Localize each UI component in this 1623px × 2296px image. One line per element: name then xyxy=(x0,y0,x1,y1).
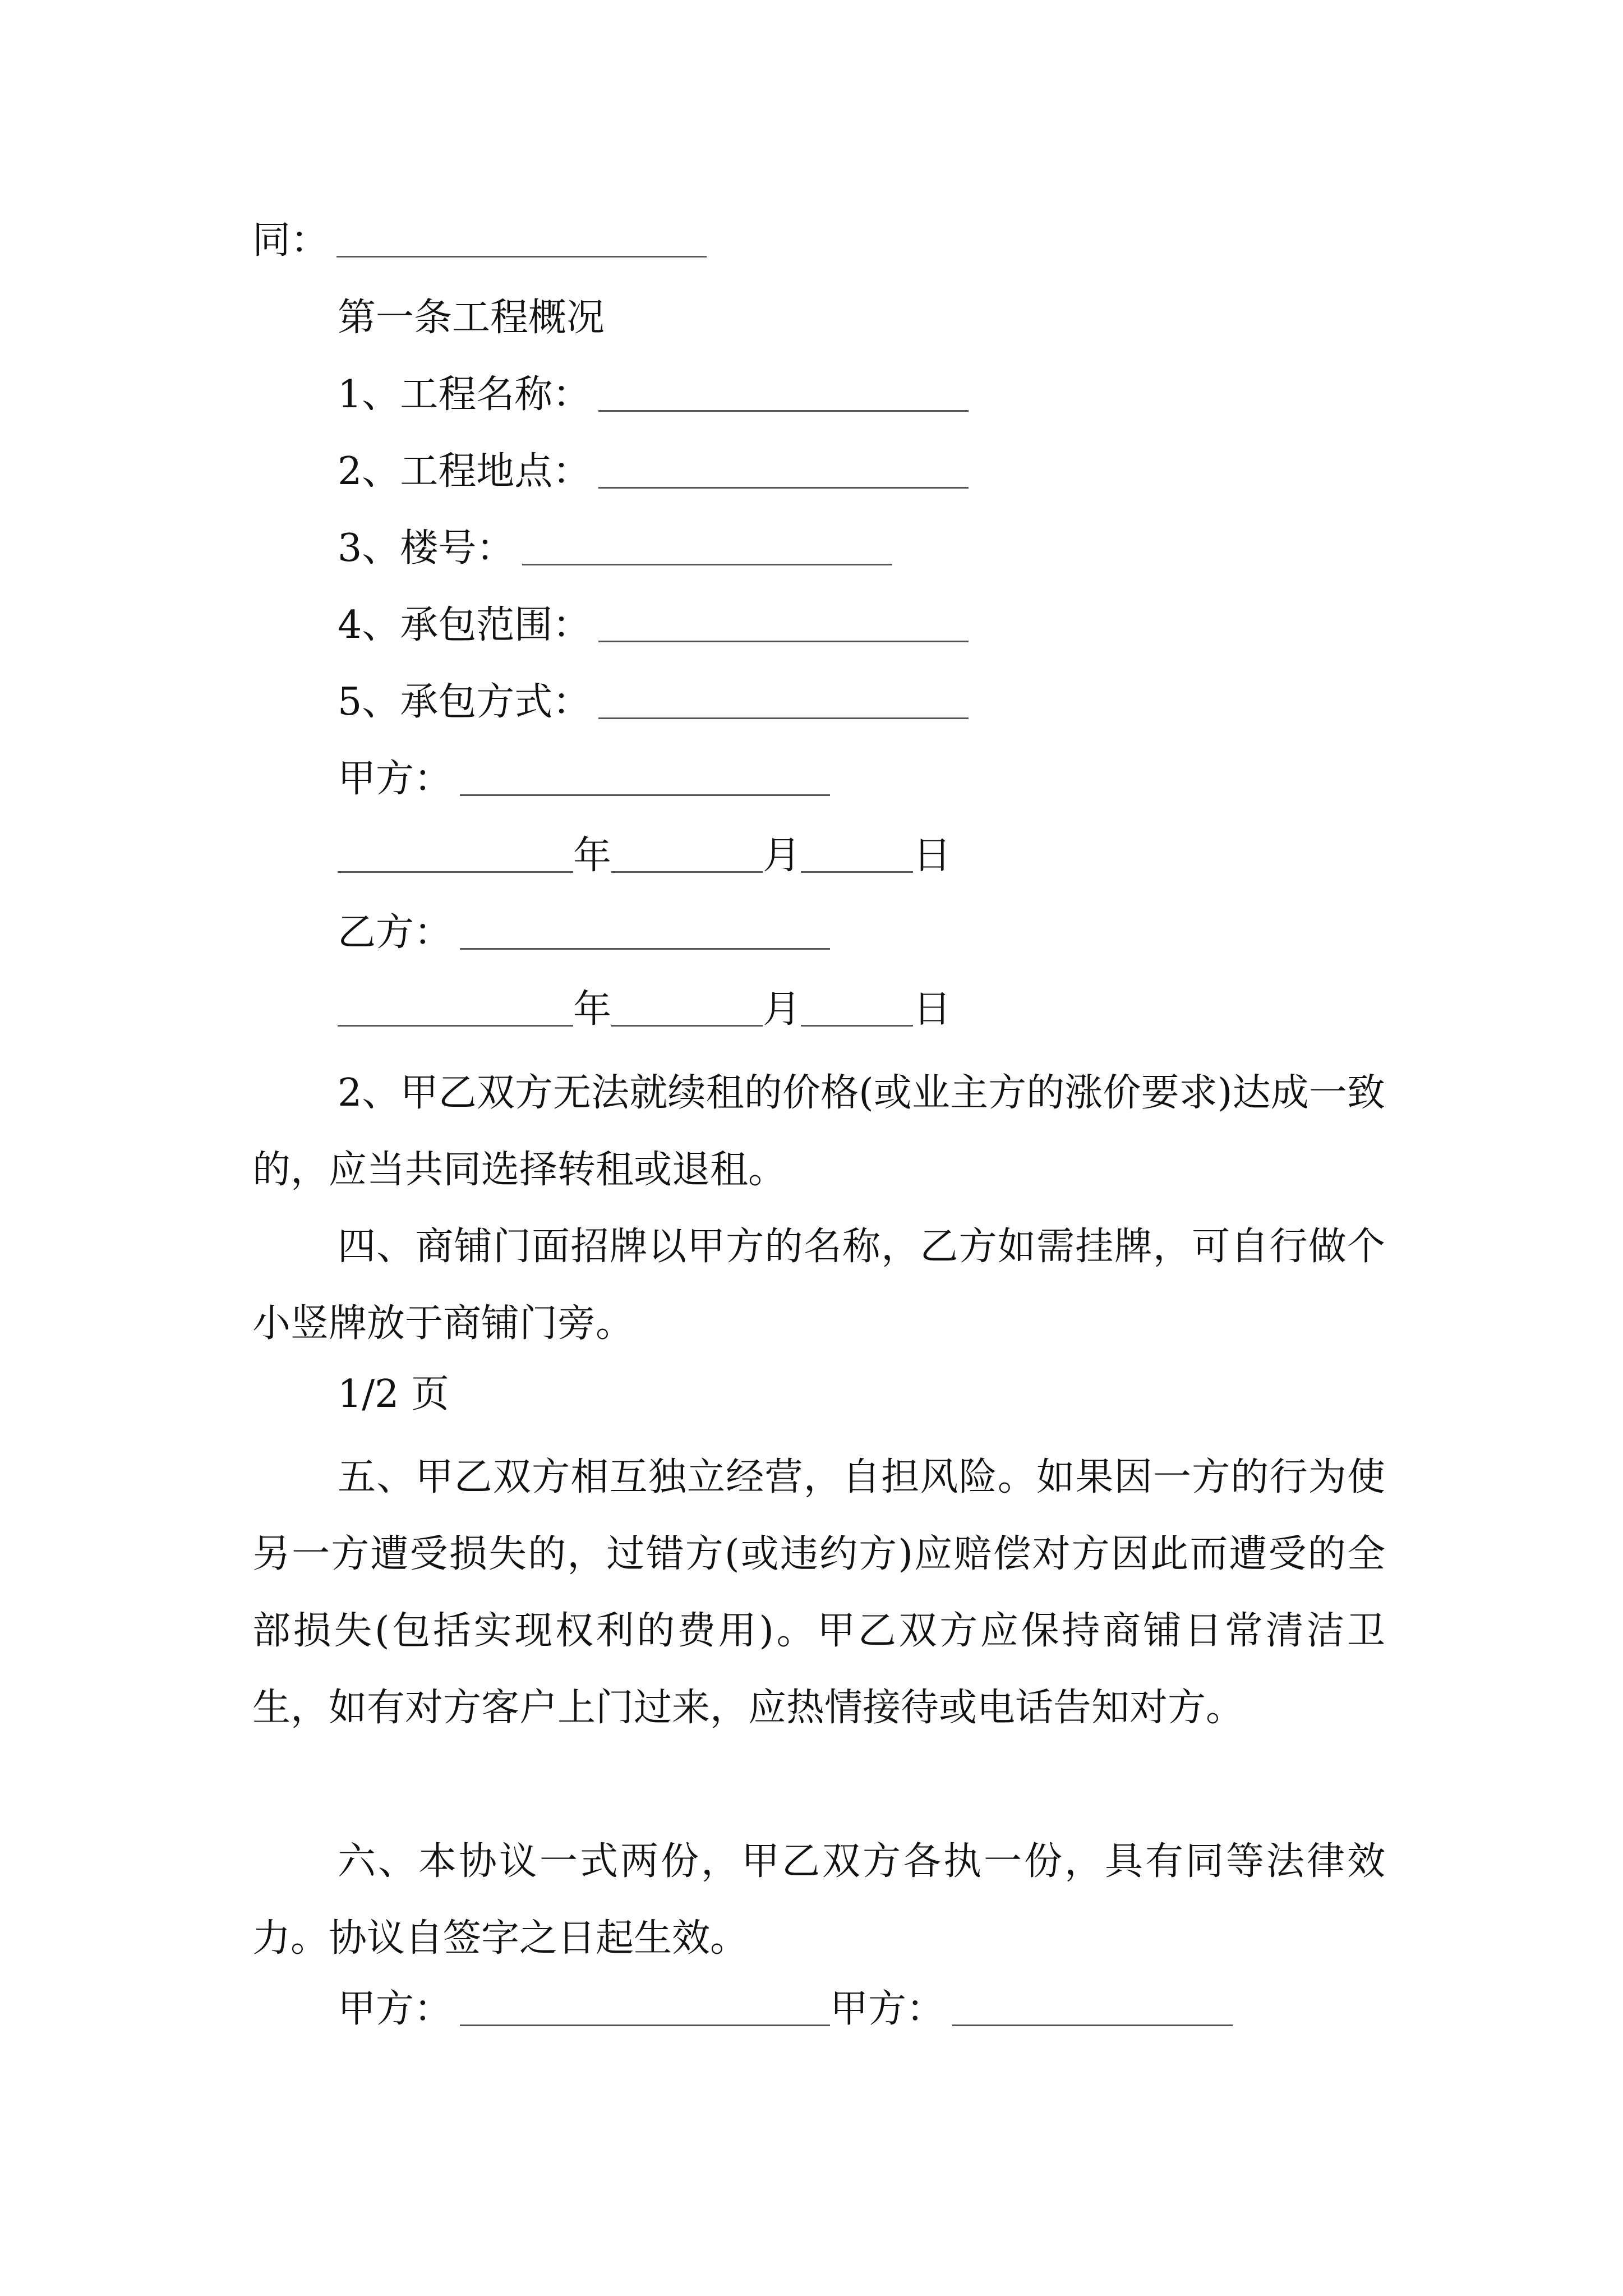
top-blank xyxy=(336,222,707,257)
item-contract-method xyxy=(338,680,969,724)
party-b-label: 乙方： xyxy=(338,910,453,955)
sign-a2-label: 甲方： xyxy=(830,1987,945,2031)
month-blank xyxy=(611,838,763,873)
party-a-date-line xyxy=(338,834,952,878)
clause-renewal-text: 2、甲乙双方无法就续租的价格(或业主方的涨价要求)达成一致的，应当共同选择转租或退租。 xyxy=(252,1071,1385,1192)
month-label: 月 xyxy=(763,987,801,1032)
item-blank xyxy=(598,607,969,642)
party-b-blank xyxy=(460,914,830,950)
item-blank xyxy=(598,684,969,719)
party-a-blank xyxy=(460,761,830,796)
clause-operation-text: 五、甲乙双方相互独立经营，自担风险。如果因一方的行为使另一方遭受损失的，过错方(或违约方)应赔偿对方因此而遭受的全部损失(包括实现权利的费用)。甲乙双方应保持商铺日常清洁卫生，如有对方客户上门过来，应热情接待或电话告知对方。 xyxy=(252,1455,1385,1730)
item-project-name xyxy=(338,372,969,417)
clause-copies xyxy=(252,1823,1385,1977)
month-blank xyxy=(611,991,763,1027)
page-number-text: 1/2 页 xyxy=(338,1372,450,1416)
clause-renewal xyxy=(252,1055,1385,1208)
item-label: 4、承包范围： xyxy=(338,603,591,647)
item-project-location xyxy=(338,449,969,494)
item-contract-scope xyxy=(338,603,969,647)
clause-copies-text: 六、本协议一式两份，甲乙双方各执一份，具有同等法律效力。协议自签字之日起生效。 xyxy=(252,1839,1385,1961)
item-blank xyxy=(598,453,969,489)
party-b-date-line xyxy=(338,987,952,1032)
signature-line xyxy=(338,1987,1233,2031)
clause-signboard-text: 四、商铺门面招牌以甲方的名称，乙方如需挂牌，可自行做个小竖牌放于商铺门旁。 xyxy=(252,1225,1385,1346)
party-a-line xyxy=(338,757,830,801)
year-blank xyxy=(338,991,573,1027)
day-blank xyxy=(801,991,913,1027)
top-fragment-line xyxy=(252,218,707,263)
item-label: 3、楼号： xyxy=(338,526,515,570)
day-label: 日 xyxy=(913,834,952,878)
sign-a2-blank xyxy=(952,1991,1233,2026)
sign-a-blank xyxy=(460,1991,830,2026)
clause-signboard xyxy=(252,1208,1385,1362)
day-label: 日 xyxy=(913,987,952,1032)
item-label: 1、工程名称： xyxy=(338,372,591,417)
item-blank xyxy=(598,376,969,412)
item-blank xyxy=(522,530,892,565)
party-a-label: 甲方： xyxy=(338,757,453,801)
month-label: 月 xyxy=(763,834,801,878)
day-blank xyxy=(801,838,913,873)
article1-title-text: 第一条工程概况 xyxy=(338,296,605,340)
party-b-line xyxy=(338,910,830,955)
item-building-number xyxy=(338,526,892,570)
article1-title xyxy=(338,296,605,340)
year-label: 年 xyxy=(573,987,612,1032)
clause-operation xyxy=(252,1439,1385,1746)
item-label: 5、承包方式： xyxy=(338,680,591,724)
year-blank xyxy=(338,838,573,873)
sign-a-label: 甲方： xyxy=(338,1987,453,2031)
top-fragment-label: 同： xyxy=(252,218,329,263)
page-number xyxy=(338,1372,450,1416)
year-label: 年 xyxy=(573,834,612,878)
item-label: 2、工程地点： xyxy=(338,449,591,494)
